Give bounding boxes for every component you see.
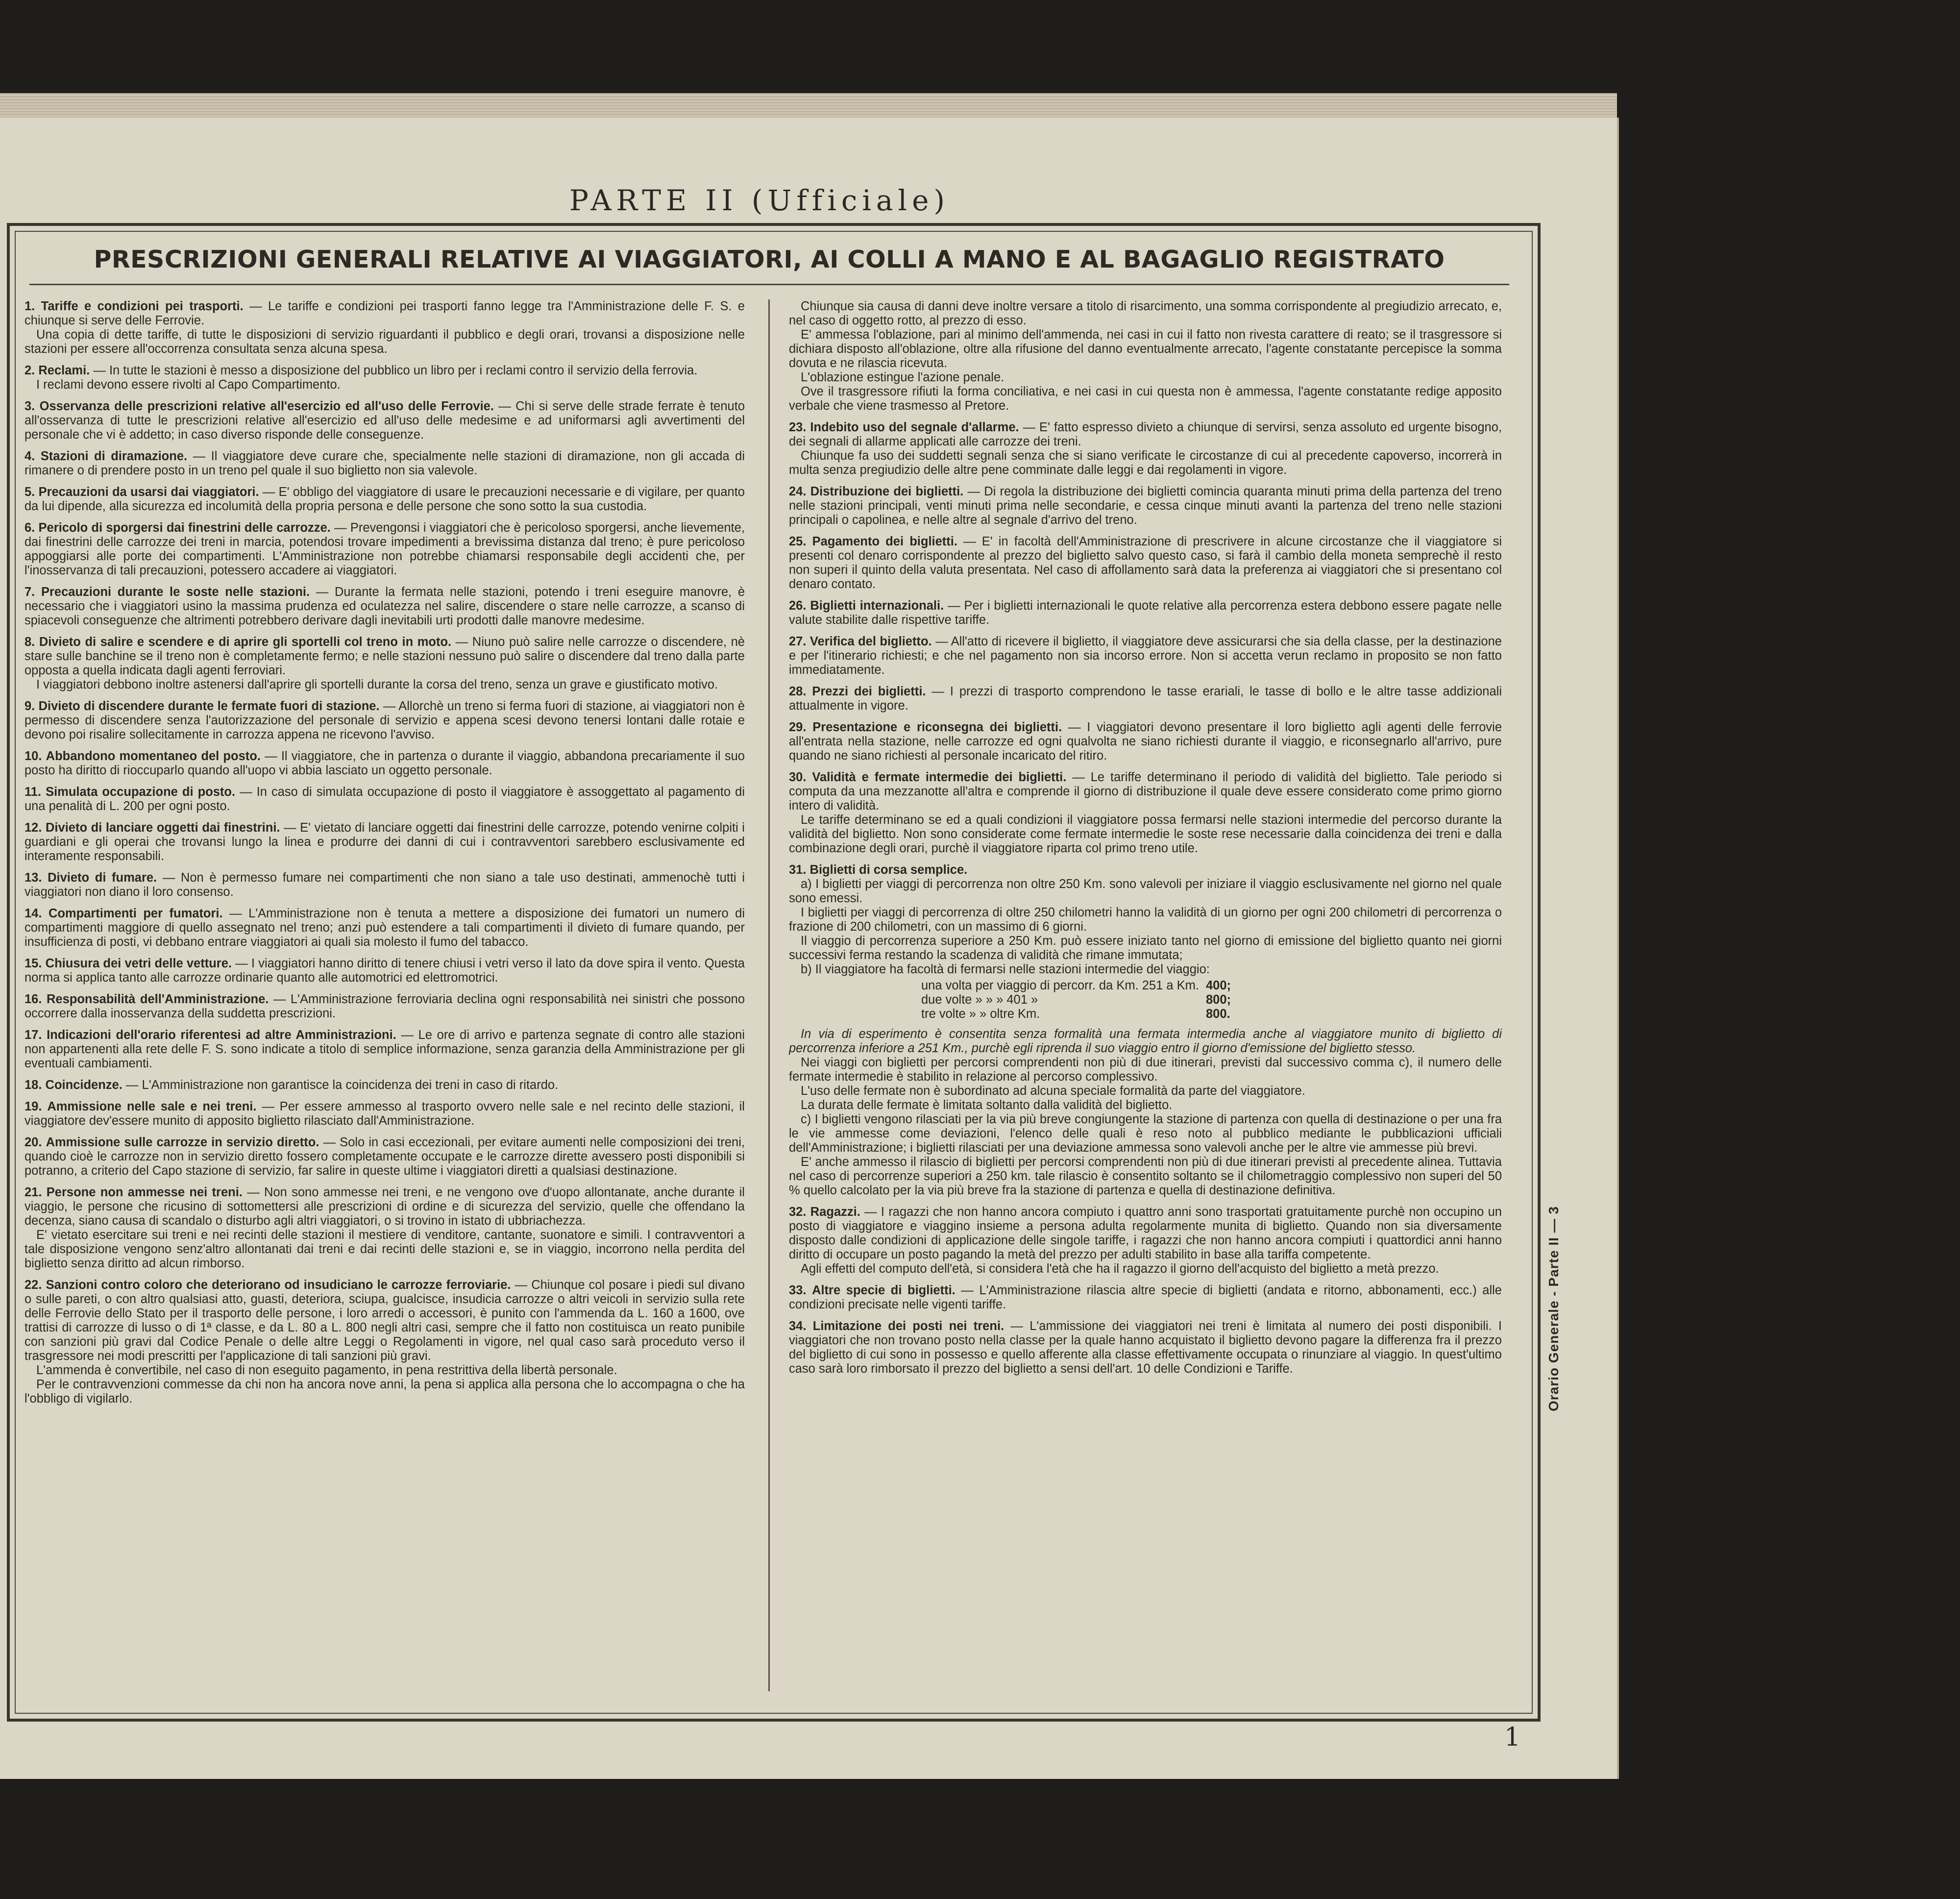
article-paragraph: L'ammenda è convertibile, nel caso di non eseguito pagamento, in pena restrittiva della libertà personale. [36, 1363, 617, 1377]
article-paragraph: La durata delle fermate è limitata soltanto dalla validità del biglietto. [801, 1098, 1173, 1112]
article-number: 3. [24, 399, 35, 413]
article-paragraph [789, 770, 1502, 813]
article-paragraph [789, 485, 1502, 527]
article-paragraph [24, 992, 745, 1021]
article-number: 1. [24, 299, 35, 313]
article-paragraph [24, 635, 745, 678]
article-text: — In caso di simulata occupazione di posto il viaggiatore è assoggettato al pagamento di una penalità di L. 200 per ogni posto. [24, 785, 745, 813]
article-title: Compartimenti per fumatori. [48, 907, 223, 920]
article-paragraph [24, 364, 745, 378]
article-paragraph: I reclami devono essere rivolti al Capo Compartimento. [36, 378, 341, 392]
article-28 [789, 685, 1502, 713]
article-8 [24, 635, 745, 692]
article-title: Verifica del biglietto. [809, 635, 932, 648]
article-title: Stazioni di diramazione. [40, 449, 188, 463]
stops-table-row [921, 1007, 1238, 1021]
article-text: — L'Amministrazione rilascia altre specie di biglietti (andata e ritorno, abbonamenti, ecc.) alle condizioni precisate nelle vigenti tariffe. [789, 1283, 1502, 1311]
stops-range-cell: tre volte » » oltre Km. [921, 1007, 1040, 1021]
article-text: — Prevengonsi i viaggiatori che è pericoloso sporgersi, anche lievemente, dai finestrini delle carrozze dei treni in marcia, potendosi trovare impedimenti a brevissima distanza dal treno; è pure pericoloso appoggiarsi alle porte dei compartimenti. L'Amministrazione non potrebbe chiamarsi responsabile degli accidenti che, per l'inosservanza di tali precauzioni, potessero accadere ai viaggiatori. [24, 521, 745, 577]
article-text: — Per i biglietti internazionali le quote relative alla percorrenza estera debbono essere pagate nelle valute stabilite dalle rispettive tariffe. [789, 599, 1502, 627]
article-number: 7. [24, 585, 35, 599]
article-text: — Le ore di arrivo e partenza segnate di contro alle stazioni non appartenenti alla rete delle F. S. sono indicate a titolo di semplice informazione, senza garanzia della Amministrazione per gli eventuali cambiamenti. [24, 1028, 745, 1070]
article-number: 12. [24, 821, 42, 835]
article-paragraph: Ove il trasgressore rifiuti la forma conciliativa, e nei casi in cui questa non è ammessa, l'agente constatante redige apposito verbale che viene trasmesso al Pretore. [789, 385, 1502, 413]
article-title: Osservanza delle prescrizioni relative all'esercizio ed all'uso delle Ferrovie. [39, 399, 494, 413]
article-title: Prezzi dei biglietti. [812, 685, 926, 698]
column-divider [768, 299, 770, 1691]
part-title: PARTE II (Ufficiale) [569, 184, 950, 217]
article-text: — I viaggiatori devono presentare il loro biglietto agli agenti delle ferrovie all'entrata nella stazione, nelle carrozze ed ogni qualvolta ne siano richiesti durante il viaggio, e riconsegnarlo all'arrivo, pure quando ne siano richiesti al personale incaricato del ritiro. [789, 720, 1502, 763]
article-number: 9. [24, 699, 35, 713]
article-paragraph: I viaggiatori debbono inoltre astenersi dall'aprire gli sportelli durante la corsa del treno, senza un grave e giustificato motivo. [36, 678, 718, 691]
article-14 [24, 907, 745, 949]
article-number: 2. [24, 364, 35, 377]
article-paragraph [24, 699, 745, 742]
article-number: 14. [24, 907, 42, 920]
article-paragraph [789, 420, 1502, 449]
article-title: Precauzioni durante le soste nelle stazioni. [41, 585, 310, 599]
article-15 [24, 957, 745, 985]
article-text: — Per essere ammesso al trasporto ovvero nelle sale e nel recinto delle stazioni, il viaggiatore dev'essere munito di apposito biglietto rilasciato dall'Amministrazione. [24, 1100, 745, 1128]
article-paragraph: L'uso delle fermate non è subordinato ad alcuna speciale formalità da parte del viaggiatore. [801, 1084, 1305, 1098]
article-number: 27. [789, 635, 807, 648]
page-number: 1 [1504, 1723, 1521, 1752]
article-number: 20. [24, 1135, 42, 1149]
article-number: 5. [24, 485, 35, 499]
article-25 [789, 535, 1502, 592]
article-12 [24, 821, 745, 863]
article-paragraph: E' ammessa l'oblazione, pari al minimo dell'ammenda, nei casi in cui il fatto non rivesta carattere di reato; se il trasgressore si dichiara disposto all'oblazione, oltre alla rifusione del danno eventualmente arrecato, l'agente constatante percepisce la somma dovuta e ne rilascia ricevuta. [789, 328, 1502, 370]
article-number: 21. [24, 1185, 42, 1199]
article-paragraph [789, 1283, 1502, 1312]
article-number: 13. [24, 871, 42, 885]
article-text: — I viaggiatori hanno diritto di tenere chiusi i vetri verso il lato da dove spira il vento. Questa norma si applica tanto alle carrozze ordinarie quanto alle automotrici ed elettromotrici. [24, 957, 745, 985]
article-paragraph [789, 635, 1502, 677]
article-title: Precauzioni da usarsi dai viaggiatori. [38, 485, 259, 499]
article-continuation [789, 299, 1502, 413]
article-paragraph [789, 720, 1502, 763]
article-title: Indicazioni dell'orario riferentesi ad altre Amministrazioni. [47, 1028, 396, 1042]
article-paragraph: I biglietti per viaggi di percorrenza di oltre 250 chilometri hanno la validità di un giorno per ogni 200 chilometri di percorrenza o frazione di 200 chilometri, con un massimo di 6 giorni. [789, 906, 1502, 934]
article-9 [24, 699, 745, 742]
article-text: — E' fatto espresso divieto a chiunque di servirsi, senza assoluto ed urgente bisogno, dei segnali di allarme applicati alle carrozze dei treni. [789, 420, 1502, 448]
article-title: Indebito uso del segnale d'allarme. [810, 420, 1019, 434]
main-title: PRESCRIZIONI GENERALI RELATIVE AI VIAGGIATORI, AI COLLI A MANO E AL BAGAGLIO REGISTRATO [94, 246, 1445, 273]
article-title: Abbandono momentaneo del posto. [46, 749, 261, 763]
article-13 [24, 871, 745, 899]
article-title: Biglietti internazionali. [810, 599, 944, 613]
article-title: Divieto di discendere durante le fermate fuori di stazione. [38, 699, 380, 713]
stops-range-cell: una volta per viaggio di percorr. da Km. 251 a Km. [921, 979, 1199, 992]
article-text: — All'atto di ricevere il biglietto, il viaggiatore deve assicurarsi che sia della classe, per la destinazione e per l'itinerario richiesti; e che nel pagamento non sia incorso errore. Non si accetta verun reclamo in proposito se non fatto immediatamente. [789, 635, 1502, 677]
article-title: Ammissione sulle carrozze in servizio diretto. [46, 1135, 319, 1149]
article-33 [789, 1283, 1502, 1312]
article-text: — Chi si serve delle strade ferrate è tenuto all'osservanza di tutte le prescrizioni relative all'esercizio ed all'uso delle medesime e ad uniformarsi agli avvertimenti del personale che vi è addetto; in caso diverso risponde delle conseguenze. [24, 399, 745, 442]
article-paragraph [24, 1100, 745, 1128]
article-title: Sanzioni contro coloro che deteriorano od insudiciano le carrozze ferroviarie. [46, 1278, 511, 1292]
article-title: Divieto di lanciare oggetti dai finestrini. [46, 821, 280, 835]
article-21 [24, 1185, 745, 1271]
article-text: — L'Amministrazione non garantisce la coincidenza dei treni in caso di ritardo. [125, 1078, 559, 1092]
content-frame [7, 223, 1541, 1722]
article-paragraph [24, 1078, 745, 1092]
article-paragraph: Agli effetti del computo dell'età, si considera l'età che ha il ragazzo il giorno dell'acquisto del biglietto a metà prezzo. [801, 1262, 1439, 1276]
article-paragraph [789, 1319, 1502, 1376]
article-text: — E' obbligo del viaggiatore di usare le precauzioni necessarie e di vigilare, per quanto da lui dipende, alla sicurezza ed incolumità della propria persona e delle persone che sono sotto la sua custodia. [24, 485, 745, 513]
article-10 [24, 749, 745, 778]
article-22 [24, 1278, 745, 1406]
article-4 [24, 449, 745, 478]
article-paragraph: Chiunque fa uso dei suddetti segnali senza che si siano verificate le circostanze di cui al precedente capoverso, incorrerà in multa senza pregiudizio delle altre pene comminate dalle leggi e dai regolamenti in vigore. [789, 449, 1502, 477]
article-paragraph [24, 785, 745, 814]
article-title: Coincidenze. [45, 1078, 122, 1092]
article-text: — In tutte le stazioni è messo a disposizione del pubblico un libro per i reclami contro il servizio della ferrovia. [93, 364, 698, 377]
article-paragraph: L'oblazione estingue l'azione penale. [801, 370, 1004, 384]
article-32 [789, 1205, 1502, 1276]
article-text: — Le tariffe e condizioni pei trasporti fanno legge tra l'Amministrazione delle F. S. e chiunque si serve delle Ferrovie. [24, 299, 745, 327]
article-6 [24, 521, 745, 578]
article-paragraph [24, 485, 745, 514]
article-title: Pericolo di sporgersi dai finestrini delle carrozze. [38, 521, 331, 535]
stops-limit-cell: 400; [1205, 979, 1231, 992]
article-number: 17. [24, 1028, 42, 1042]
stops-table-row [921, 979, 1238, 993]
article-1 [24, 299, 745, 356]
article-paragraph [24, 1185, 745, 1228]
article-title: Validità e fermate intermedie dei biglietti. [812, 770, 1067, 784]
article-title: Persone non ammesse nei treni. [46, 1185, 243, 1199]
article-paragraph: E' vietato esercitare sui treni e nei recinti delle stazioni il mestiere di venditore, cantante, suonatore e simili. I contravventori a tale disposizione vengono senz'altro allontanati dai treni e dai recinti delle stazioni e, se in viaggio, incorrono nella perdita del biglietto senza diritto ad alcun rimborso. [24, 1228, 745, 1270]
article-19 [24, 1100, 745, 1128]
article-paragraph [24, 1028, 745, 1071]
article-text: — Allorchè un treno si ferma fuori di stazione, ai viaggiatori non è permesso di discendere senza l'autorizzazione del personale di servizio e appena scesi devono tenersi lontani dalle rotaie e devono poi risalire sollecitamente in carrozza appena ne ricevono l'avviso. [24, 699, 745, 741]
article-number: 25. [789, 535, 807, 548]
article-5 [24, 485, 745, 514]
article-text: — L'Amministrazione non è tenuta a mettere a disposizione dei fumatori un numero di compartimenti maggiore di quello assegnato nel treno; anzi può estendere a tali compartimenti il divieto di fumare quando, per insufficienza di posti, vi debbano entrare viaggiatori ai quali sia molesto il fumo del tabacco. [24, 907, 745, 949]
article-number: 32. [789, 1205, 807, 1219]
article-26 [789, 599, 1502, 627]
article-number: 26. [789, 599, 807, 613]
article-title: Presentazione e riconsegna dei biglietti. [812, 720, 1062, 734]
article-title: Simulata occupazione di posto. [46, 785, 236, 799]
article-title: Chiusura dei vetri delle vetture. [45, 957, 232, 970]
article-number: 10. [24, 749, 42, 763]
article-paragraph [24, 821, 745, 863]
article-29 [789, 720, 1502, 763]
article-title: Divieto di salire e scendere e di aprire gli sportelli col treno in moto. [39, 635, 452, 649]
article-18 [24, 1078, 745, 1092]
article-title: Limitazione dei posti nei treni. [812, 1319, 1004, 1333]
article-number: 23. [789, 420, 807, 434]
article-number: 11. [24, 785, 42, 799]
article-paragraph [24, 399, 745, 442]
article-number: 16. [24, 992, 42, 1006]
article-text: — Solo in casi eccezionali, per evitare aumenti nelle composizioni dei treni, quando cioè le carrozze non in servizio diretto fossero completamente occupate e le carrozze dirette avessero posti disponibili si potranno, a criterio del Capo stazione di servizio, far salire in queste ultime i viaggiatori diretti a qualsiasi destinazione. [24, 1135, 745, 1178]
article-paragraph: Una copia di dette tariffe, di tutte le disposizioni di servizio riguardanti il pubblico e degli orari, trovansi a disposizione nelle stazioni per essere all'occorrenza consultata senza alcuna spesa. [24, 328, 745, 356]
article-31 [789, 863, 1502, 1198]
article-text: — Chiunque col posare i piedi sul divano o sulle pareti, o con altro qualsiasi atto, guasti, deteriora, sciupa, gualcisce, insudicia carrozze o altri veicoli in servizio sulla rete delle Ferrovie dello Stato per il trasporto delle persone, i loro arredi o accessori, è punito con l'ammenda da L. 160 a 1600, ove trattisi di carrozze di lusso o di 1ª classe, e da L. 80 a L. 800 negli altri casi, sempre che il fatto non costituisca un reato punibile con sanzioni più gravi dal Codice Penale o delle altre Leggi o Regolamenti in vigore, nel qual caso sarà proceduto verso il trasgressore nei modi prescritti per l'applicazione di tali sanzioni più gravi. [24, 1278, 745, 1363]
article-text: — I ragazzi che non hanno ancora compiuto i quattro anni sono trasportati gratuitamente purchè non occupino un posto di viaggiatore e viaggino insieme a persona adulta regolarmente munita di biglietto. Quando non sia diversamente disposto dalle condizioni di applicazione delle singole tariffe, i ragazzi che non hanno ancora compiuti i quattordici anni hanno diritto di occupare un posto pagando la metà del prezzo per adulti stabilito in base alla tariffa competente. [789, 1205, 1502, 1261]
article-paragraph: c) I biglietti vengono rilasciati per la via più breve congiungente la stazione di partenza con quella di destinazione o per una fra le vie ammesse come deviazioni, l'elenco delle quali è reso noto al pubblico mediante le pubblicazioni ufficiali dell'Amministrazione; i biglietti rilasciati per una deviazione ammessa sono valevoli anche per le altre vie ammesse più brevi. [789, 1112, 1502, 1155]
left-column [24, 299, 745, 1691]
article-number: 30. [789, 770, 807, 784]
article-title: Distribuzione dei biglietti. [810, 485, 964, 498]
article-number: 6. [24, 521, 35, 535]
article-paragraph [789, 599, 1502, 627]
article-paragraph [789, 685, 1502, 713]
article-title: Reclami. [38, 364, 90, 377]
article-paragraph: a) I biglietti per viaggi di percorrenza non oltre 250 Km. sono valevoli per iniziare il viaggio esclusivamente nel giorno nel quale sono emessi. [789, 877, 1502, 905]
article-title: Biglietti di corsa semplice. [809, 863, 968, 877]
article-34 [789, 1319, 1502, 1376]
article-number: 22. [24, 1278, 42, 1292]
article-11 [24, 785, 745, 814]
article-27 [789, 635, 1502, 677]
article-title: Ragazzi. [810, 1205, 860, 1219]
article-number: 28. [789, 685, 807, 698]
article-paragraph [789, 1205, 1502, 1262]
article-paragraph [24, 1135, 745, 1178]
article-paragraph: b) Il viaggiatore ha facoltà di fermarsi nelle stazioni intermedie del viaggio: [801, 962, 1210, 976]
article-title: Tariffe e condizioni pei trasporti. [41, 299, 244, 313]
article-paragraph: Chiunque sia causa di danni deve inoltre versare a titolo di risarcimento, una somma corrispondente al pregiudizio arrecato, e, nel caso di oggetto rotto, al prezzo di esso. [789, 299, 1502, 327]
article-text: — Non sono ammesse nei treni, e ne vengono ove d'uopo allontanate, anche durante il viaggio, le persone che ricusino di sottomettersi alle prescrizioni di ordine e di sicurezza del servizio, quelle che offendano la decenza, siano causa di scandalo o disturbo agli altri viaggiatori, o si trovino in istato di ubbriachezza. [24, 1185, 745, 1228]
article-number: 19. [24, 1100, 42, 1113]
article-text: — Di regola la distribuzione dei biglietti comincia quaranta minuti prima della partenza del treno nelle stazioni principali, venti minuti prima nelle secondarie, e cessa cinque minuti avanti la partenza del treno nelle stazioni principali o capolinea, e nelle altre al segnale d'arrivo del treno. [789, 485, 1502, 527]
article-7 [24, 585, 745, 628]
article-3 [24, 399, 745, 442]
article-text: — L'ammissione dei viaggiatori nei treni è limitata al numero dei posti disponibili. I viaggiatori che non trovano posto nella classe per la quale hanno acquistato il biglietto devono pagare la differenza fra il prezzo del biglietto di cui sono in possesso e quello afferente alla classe effettivamente occupata o rinunziare al viaggio. In quest'ultimo caso sarà loro rimborsato il prezzo del biglietto a sensi dell'art. 10 delle Condizioni e Tariffe. [789, 1319, 1502, 1376]
article-24 [789, 485, 1502, 527]
article-paragraph [24, 907, 745, 949]
document-page [0, 118, 1619, 1779]
article-number: 33. [789, 1283, 807, 1297]
article-paragraph [24, 871, 745, 899]
article-title: Responsabilità dell'Amministrazione. [46, 992, 269, 1006]
article-title: Divieto di fumare. [48, 871, 157, 885]
article-number: 8. [24, 635, 35, 649]
article-paragraph [789, 535, 1502, 592]
article-paragraph [24, 749, 745, 778]
article-text: — Il viaggiatore, che in partenza o durante il viaggio, abbandona precariamente il suo posto ha diritto di rioccuparlo quando all'uopo vi abbia lasciato un oggetto personale. [24, 749, 745, 777]
stops-range-cell: due volte » » » 401 » [921, 993, 1038, 1007]
article-paragraph: Nei viaggi con biglietti per percorsi comprendenti non più di due itinerari, previsti dal successivo comma c), il numero delle fermate intermedie è stabilito in relazione al percorso complessivo. [789, 1056, 1502, 1084]
article-title: Pagamento dei biglietti. [812, 535, 957, 548]
article-16 [24, 992, 745, 1021]
stops-limit-cell: 800. [1205, 1007, 1230, 1021]
article-paragraph: Per le contravvenzioni commesse da chi non ha ancora nove anni, la pena si applica alla persona che lo accompagna o che ha l'obbligo di vigilarlo. [24, 1378, 745, 1406]
article-paragraph [24, 1278, 745, 1363]
article-17 [24, 1028, 745, 1071]
stops-table-row [921, 993, 1238, 1007]
title-rule [29, 284, 1509, 285]
article-text: — Niuno può salire nelle carrozze o discendere, nè stare sulle banchine se il treno non è completamente fermo; e nelle stazioni nessuno può salire o discendere dal treno dalla parte opposta a quella indicata dagli agenti ferroviari. [24, 635, 745, 677]
right-column [789, 299, 1502, 1691]
side-label: Orario Generale - Parte II — 3 [1546, 1206, 1561, 1411]
stops-table [921, 979, 1238, 1021]
article-paragraph: Le tariffe determinano se ed a quali condizioni il viaggiatore possa fermarsi nelle stazioni intermedie del percorso durante la validità del biglietto. Non sono considerate come fermate intermedie le soste rese necessarie dalla coincidenza dei treni e dalla combinazione degli orari, purchè il viaggiatore riparta col primo treno utile. [789, 813, 1502, 855]
article-20 [24, 1135, 745, 1178]
article-paragraph: Il viaggio di percorrenza superiore a 250 Km. può essere iniziato tanto nel giorno di emissione del biglietto quanto nei giorni successivi ferma restando la scadenza di validità che rimane immutata; [789, 934, 1502, 962]
article-text: — Non è permesso fumare nei compartimenti che non siano a tale uso destinati, ammenochè tutti i viaggiatori non diano il loro consenso. [24, 871, 745, 899]
article-title: Altre specie di biglietti. [812, 1283, 956, 1297]
article-paragraph [24, 299, 745, 328]
article-number: 34. [789, 1319, 807, 1333]
article-text: — E' in facoltà dell'Amministrazione di prescrivere in alcune circostanze che il viaggiatore si presenti col denaro corrispondente al prezzo del biglietto salvo questo caso, si farà il cambio della moneta semprechè il resto non superi il quinto della valuta presentata. Nel caso di affollamento sarà data la preferenza ai viaggiatori che si presentano col denaro contato. [789, 535, 1502, 591]
article-30 [789, 770, 1502, 856]
article-text: — Le tariffe determinano il periodo di validità del biglietto. Tale periodo si computa da una mezzanotte all'altra e comprende il giorno di distribuzione il quale deve essere considerato come primo giorno intero di validità. [789, 770, 1502, 813]
article-paragraph: E' anche ammesso il rilascio di biglietti per percorsi comprendenti non più di due itinerari previsti al precedente alinea. Tuttavia nel caso di percorrenze superiori a 250 km. tale rilascio è consentito soltanto se il chilometraggio complessivo non superi del 50 % quello calcolato per la via più breve fra la stazione di partenza e quella di destinazione definitiva. [789, 1155, 1502, 1197]
article-text: — L'Amministrazione ferroviaria declina ogni responsabilità nei sinistri che possono occorrere dalla inosservanza della suddetta prescrizioni. [24, 992, 745, 1020]
stops-limit-cell: 800; [1205, 993, 1231, 1007]
article-2 [24, 364, 745, 392]
article-paragraph [24, 521, 745, 578]
article-text: — Durante la fermata nelle stazioni, potendo i treni eseguire manovre, è necessario che i viaggiatori usino la massima prudenza ed oculatezza nel salire, discendere o stare nelle carrozze, a scanso di spiacevoli conseguenze che altrimenti potrebbero derivare dagli inevitabili urti prodotti dalle manovre medesime. [24, 585, 745, 627]
article-paragraph [24, 957, 745, 985]
article-paragraph [24, 449, 745, 478]
article-text: — I prezzi di trasporto comprendono le tasse erariali, le tasse di bollo e le altre tasse addizionali attualmente in vigore. [789, 685, 1502, 713]
article-title: Ammissione nelle sale e nei treni. [47, 1100, 257, 1113]
article-number: 18. [24, 1078, 42, 1092]
article-number: 15. [24, 957, 42, 970]
article-number: 31. [789, 863, 807, 877]
article-text: — E' vietato di lanciare oggetti dai finestrini delle carrozze, potendo venirne colpiti i guardiani e gli operai che trovansi lungo la linea e produrre dei danni di cui i contravventori sarebbero esclusivamente ed interamente responsabili. [24, 821, 745, 863]
article-paragraph [24, 585, 745, 628]
article-23 [789, 420, 1502, 477]
article-number: 4. [24, 449, 35, 463]
article-number: 24. [789, 485, 807, 498]
experimental-note: In via di esperimento è consentita senza formalità una fermata intermedia anche al viaggiatore munito di biglietto di percorrenza inferiore a 251 Km., purchè egli riprenda il suo viaggio entro il giorno d'emissione del biglietto stesso. [789, 1027, 1502, 1055]
article-number: 29. [789, 720, 807, 734]
article-text: — Il viaggiatore deve curare che, specialmente nelle stazioni di diramazione, non gli accada di rimanere o di prendere posto in un treno pel quale il suo biglietto non sia valevole. [24, 449, 745, 477]
